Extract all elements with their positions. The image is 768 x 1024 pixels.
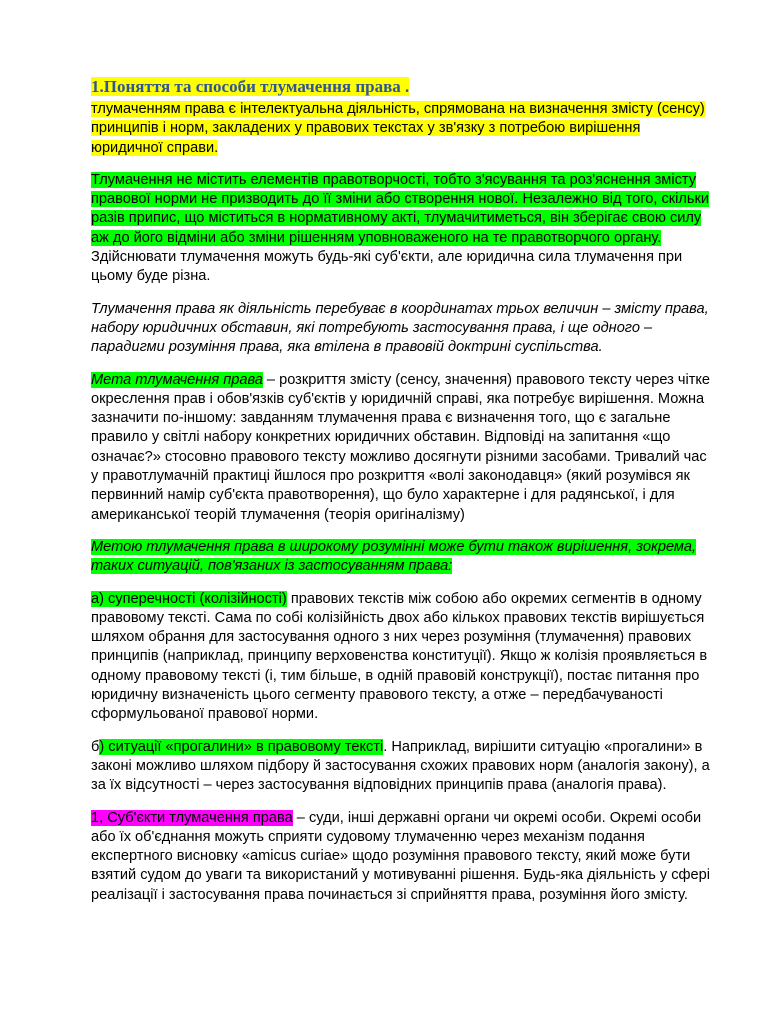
highlight-green: а) суперечності (колізійності): [91, 590, 287, 607]
highlight-green: Тлумачення не містить елементів правотворчості, тобто з'ясування та роз'яснення змісту правової норми не призводить до її зміни або створення нової. Незалежно від того, скільки разів припис, що міститься в нормативному акті, тлумачитиметься, він зберігає свою силу аж до його відміни або зміни рішенням уповноваженого на те правотворчого органу.: [91, 171, 710, 246]
paragraph-purpose: [91, 371, 711, 525]
paragraph-collisions: [91, 590, 711, 725]
paragraph-subjects: [91, 809, 711, 905]
highlight-green: Мета тлумачення права: [91, 371, 263, 388]
highlight-yellow: тлумаченням права є інтелектуальна діяльність, спрямована на визначення змісту (сенсу) принципів і норм, закладених у правових текстах у зв'язку з потребою вирішення юридичної справи.: [91, 101, 705, 156]
document-page: [91, 76, 711, 918]
section-heading: [91, 76, 711, 98]
paragraph-text: б: [91, 738, 100, 755]
highlight-magenta: 1, Суб'єкти тлумачення права: [91, 809, 293, 826]
paragraph-text: Тлумачення права як діяльність перебуває в координатах трьох величин – змісту права, набору юридичних обставин, які потребують застосування права, і ще одного – парадигми розуміння права, яка втілена в правовій доктрині суспільства.: [91, 300, 709, 356]
heading-text: 1.Поняття та способи тлумачення права .: [91, 77, 410, 96]
paragraph-text: – розкриття змісту (сенсу, значення) правового тексту через чітке окреслення прав і обов'язків суб'єктів у юридичній справі, яка потребує вирішення. Можна зазначити по-іншому: завданням тлумачення права є визначення того, що є загальне правило у світлі набору конкретних юридичних обставин. Відповіді на запитання «що означає?» стосовно правового тексту можливо досягнути різними засобами. Тривалий час у правотлумачній практиці йшлося про розкриття «волі законодавця» (який розумівся як первинний намір суб'єкта правотворення), що було характерне і для радянської, і для американської теорій тлумачення (теорія оригіналізму): [91, 371, 711, 523]
paragraph-gaps: [91, 738, 711, 796]
paragraph-interpretation: [91, 171, 711, 287]
highlight-green: ) ситуації «прогалини» в правовому тексті: [99, 738, 384, 755]
paragraph-text: – суди, інші державні органи чи окремі особи. Окремі особи або їх об'єднання можуть сприяти судовому тлумаченню через механізм подання експертного висновку «amicus curiae» щодо розуміння правового тексту, який може бути взятий судом до уваги та використаний у мотивуванні рішення. Будь-яка діяльність у сфері реалізації і застосування права починається зі сприйняття права, розуміння його змісту.: [91, 809, 711, 903]
highlight-green: Метою тлумачення права в широкому розумінні може бути також вирішення, зокрема, таких ситуацій, пов'язаних із застосуванням права:: [91, 538, 697, 575]
paragraph-definition: [91, 100, 711, 158]
paragraph-text: Здійснювати тлумачення можуть будь-які суб'єкти, але юридична сила тлумачення при цьому буде різна.: [91, 249, 683, 285]
paragraph-broad-purpose: [91, 538, 711, 577]
paragraph-text: . Наприклад, вирішити ситуацію «прогалини» в законі можливо шляхом підбору й застосування схожих правових норм (аналогія закону), а за їх відсутності – через застосування відповідних принципів права (аналогія права).: [91, 738, 710, 794]
paragraph-coordinates: [91, 300, 711, 358]
paragraph-text: правових текстів між собою або окремих сегментів в одному правовому тексті. Сама по собі колізійність двох або кількох правових текстів вирішується шляхом обрання для застосування одного з них через розуміння (тлумачення) правових принципів (наприклад, принципу верховенства конституції). Якщо ж колізія проявляється в одному правовому тексті (і, тим більше, в одній правовій конструкції), постає питання про юридичну визначеність цього сегменту правового тексту, а отже – передбачуваності сформульованої правової норми.: [91, 590, 708, 723]
